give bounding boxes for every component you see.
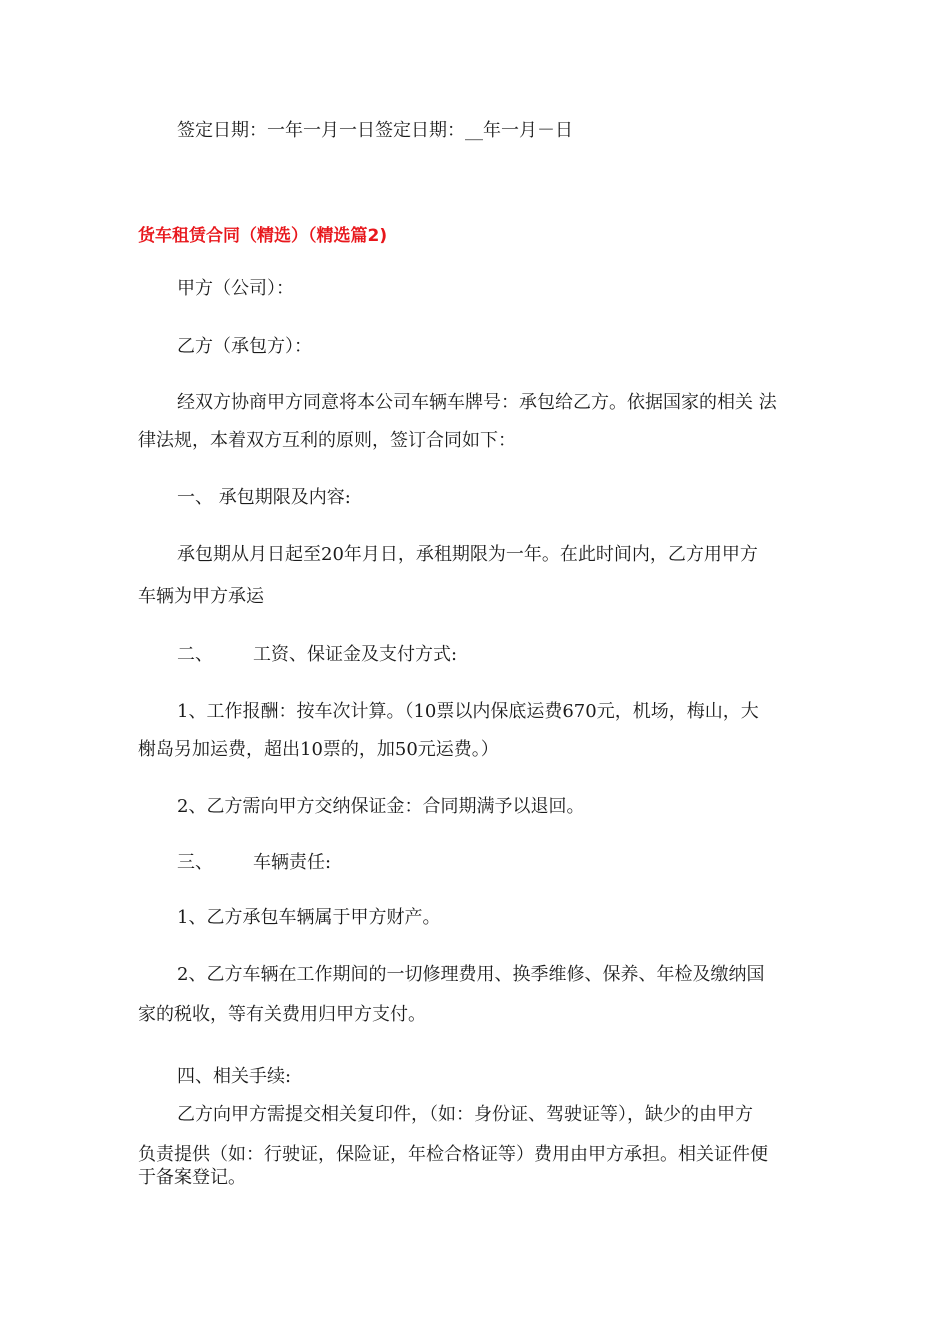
section-2-item-1-line-1: 1、工作报酬：按车次计算。（10票以内保底运费670元，机场，梅山，大 — [177, 701, 759, 722]
section-3-title — [177, 852, 331, 874]
section-3-number: 三、 — [177, 852, 213, 873]
section-2-title-text: 工资、保证金及支付方式: — [253, 644, 458, 665]
section-3-item-1: 1、乙方承包车辆属于甲方财产。 — [177, 907, 441, 928]
section-2-item-2: 2、乙方需向甲方交纳保证金：合同期满予以退回。 — [177, 796, 585, 817]
section-3-item-2-line-2: 家的税收，等有关费用归甲方支付。 — [138, 1004, 426, 1025]
section-2-title — [177, 644, 457, 666]
section-4-text-line-2: 负责提供（如：行驶证，保险证，年检合格证等）费用由甲方承担。相关证件便 — [138, 1144, 768, 1165]
section-2-item-1-line-2: 榭岛另加运费，超出10票的，加50元运费。） — [138, 739, 499, 760]
section-1-text-line-1: 承包期从月日起至20年月日，承租期限为一年。在此时间内，乙方用甲方 — [177, 544, 758, 565]
section-2-number: 二、 — [177, 644, 213, 665]
signing-date-line: 签定日期：一年一月一日签定日期：__年一月－日 — [177, 120, 573, 141]
intro-paragraph-line-2: 律法规，本着双方互利的原则，签订合同如下： — [138, 430, 516, 451]
section-4-text-line-3: 于备案登记。 — [138, 1167, 246, 1188]
section-1-text-line-2: 车辆为甲方承运 — [138, 586, 264, 607]
section-3-item-2-line-1: 2、乙方车辆在工作期间的一切修理费用、换季维修、保养、年检及缴纳国 — [177, 964, 765, 985]
section-3-title-text: 车辆责任: — [253, 852, 332, 873]
section-4-text-line-1: 乙方向甲方需提交相关复印件，（如：身份证、驾驶证等），缺少的由甲方 — [177, 1104, 753, 1125]
intro-paragraph-line-1: 经双方协商甲方同意将本公司车辆车牌号：承包给乙方。依据国家的相关 法 — [177, 392, 777, 413]
section-1-title: 一、 承包期限及内容: — [177, 487, 351, 508]
section-4-title: 四、相关手续: — [177, 1066, 292, 1087]
party-a-label: 甲方（公司）： — [177, 278, 294, 299]
section-heading: 货车租赁合同（精选）（精选篇2) — [138, 226, 388, 246]
party-b-label: 乙方（承包方）： — [177, 336, 312, 357]
